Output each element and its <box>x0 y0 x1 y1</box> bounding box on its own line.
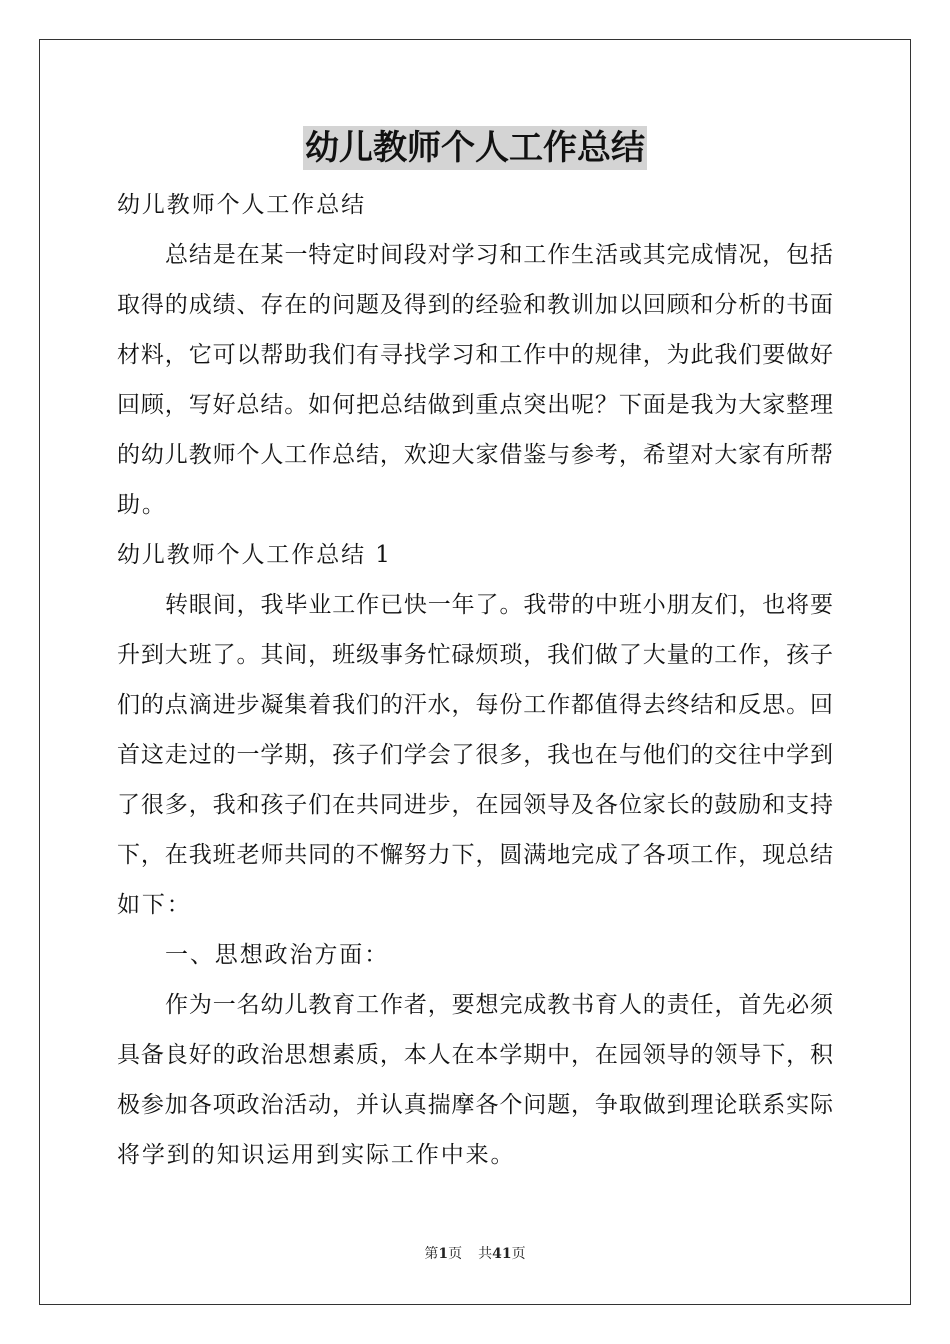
page-number: 1 <box>438 1246 449 1262</box>
text-line: 首这走过的一学期，孩子们学会了很多，我也在与他们的交往中学到 <box>117 742 833 768</box>
text-line: 取得的成绩、存在的问题及得到的经验和教训加以回顾和分析的书面 <box>117 292 833 318</box>
text-line: 升到大班了。其间，班级事务忙碌烦琐，我们做了大量的工作，孩子 <box>117 642 833 668</box>
text-line: 下，在我班老师共同的不懈努力下，圆满地完成了各项工作，现总结 <box>117 842 833 868</box>
page-prefix: 第 <box>424 1246 439 1262</box>
text-line: 将学到的知识运用到实际工作中来。 <box>117 1142 516 1168</box>
total-pages: 41 <box>492 1246 512 1262</box>
text-line: 具备良好的政治思想素质，本人在本学期中，在园领导的领导下，积 <box>117 1042 833 1068</box>
text-line: 的幼儿教师个人工作总结，欢迎大家借鉴与参考，希望对大家有所帮 <box>117 442 833 468</box>
text-line: 总结是在某一特定时间段对学习和工作生活或其完成情况，包括 <box>165 242 833 268</box>
text-line: 转眼间，我毕业工作已快一年了。我带的中班小朋友们，也将要 <box>165 592 833 618</box>
page-footer <box>0 1244 950 1264</box>
total-suffix: 页 <box>511 1246 526 1262</box>
text-line: 极参加各项政治活动，并认真揣摩各个问题，争取做到理论联系实际 <box>117 1092 833 1118</box>
text-line: 们的点滴进步凝集着我们的汗水，每份工作都值得去终结和反思。回 <box>117 692 833 718</box>
text-line: 一、思想政治方面： <box>165 942 390 968</box>
title-container <box>0 126 950 170</box>
text-line: 幼儿教师个人工作总结 1 <box>117 542 392 568</box>
total-prefix: 共 <box>478 1246 493 1262</box>
text-line: 了很多，我和孩子们在共同进步，在园领导及各位家长的鼓励和支持 <box>117 792 833 818</box>
page-suffix: 页 <box>448 1246 463 1262</box>
text-line: 如下： <box>117 892 192 918</box>
document-body <box>117 180 833 1180</box>
text-line: 材料，它可以帮助我们有寻找学习和工作中的规律，为此我们要做好 <box>117 342 833 368</box>
text-line: 回顾，写好总结。如何把总结做到重点突出呢？下面是我为大家整理 <box>117 392 833 418</box>
text-line: 幼儿教师个人工作总结 <box>117 192 366 218</box>
text-line: 作为一名幼儿教育工作者，要想完成教书育人的责任，首先必须 <box>165 992 833 1018</box>
document-title: 幼儿教师个人工作总结 <box>305 128 645 168</box>
text-line: 助。 <box>117 492 167 518</box>
